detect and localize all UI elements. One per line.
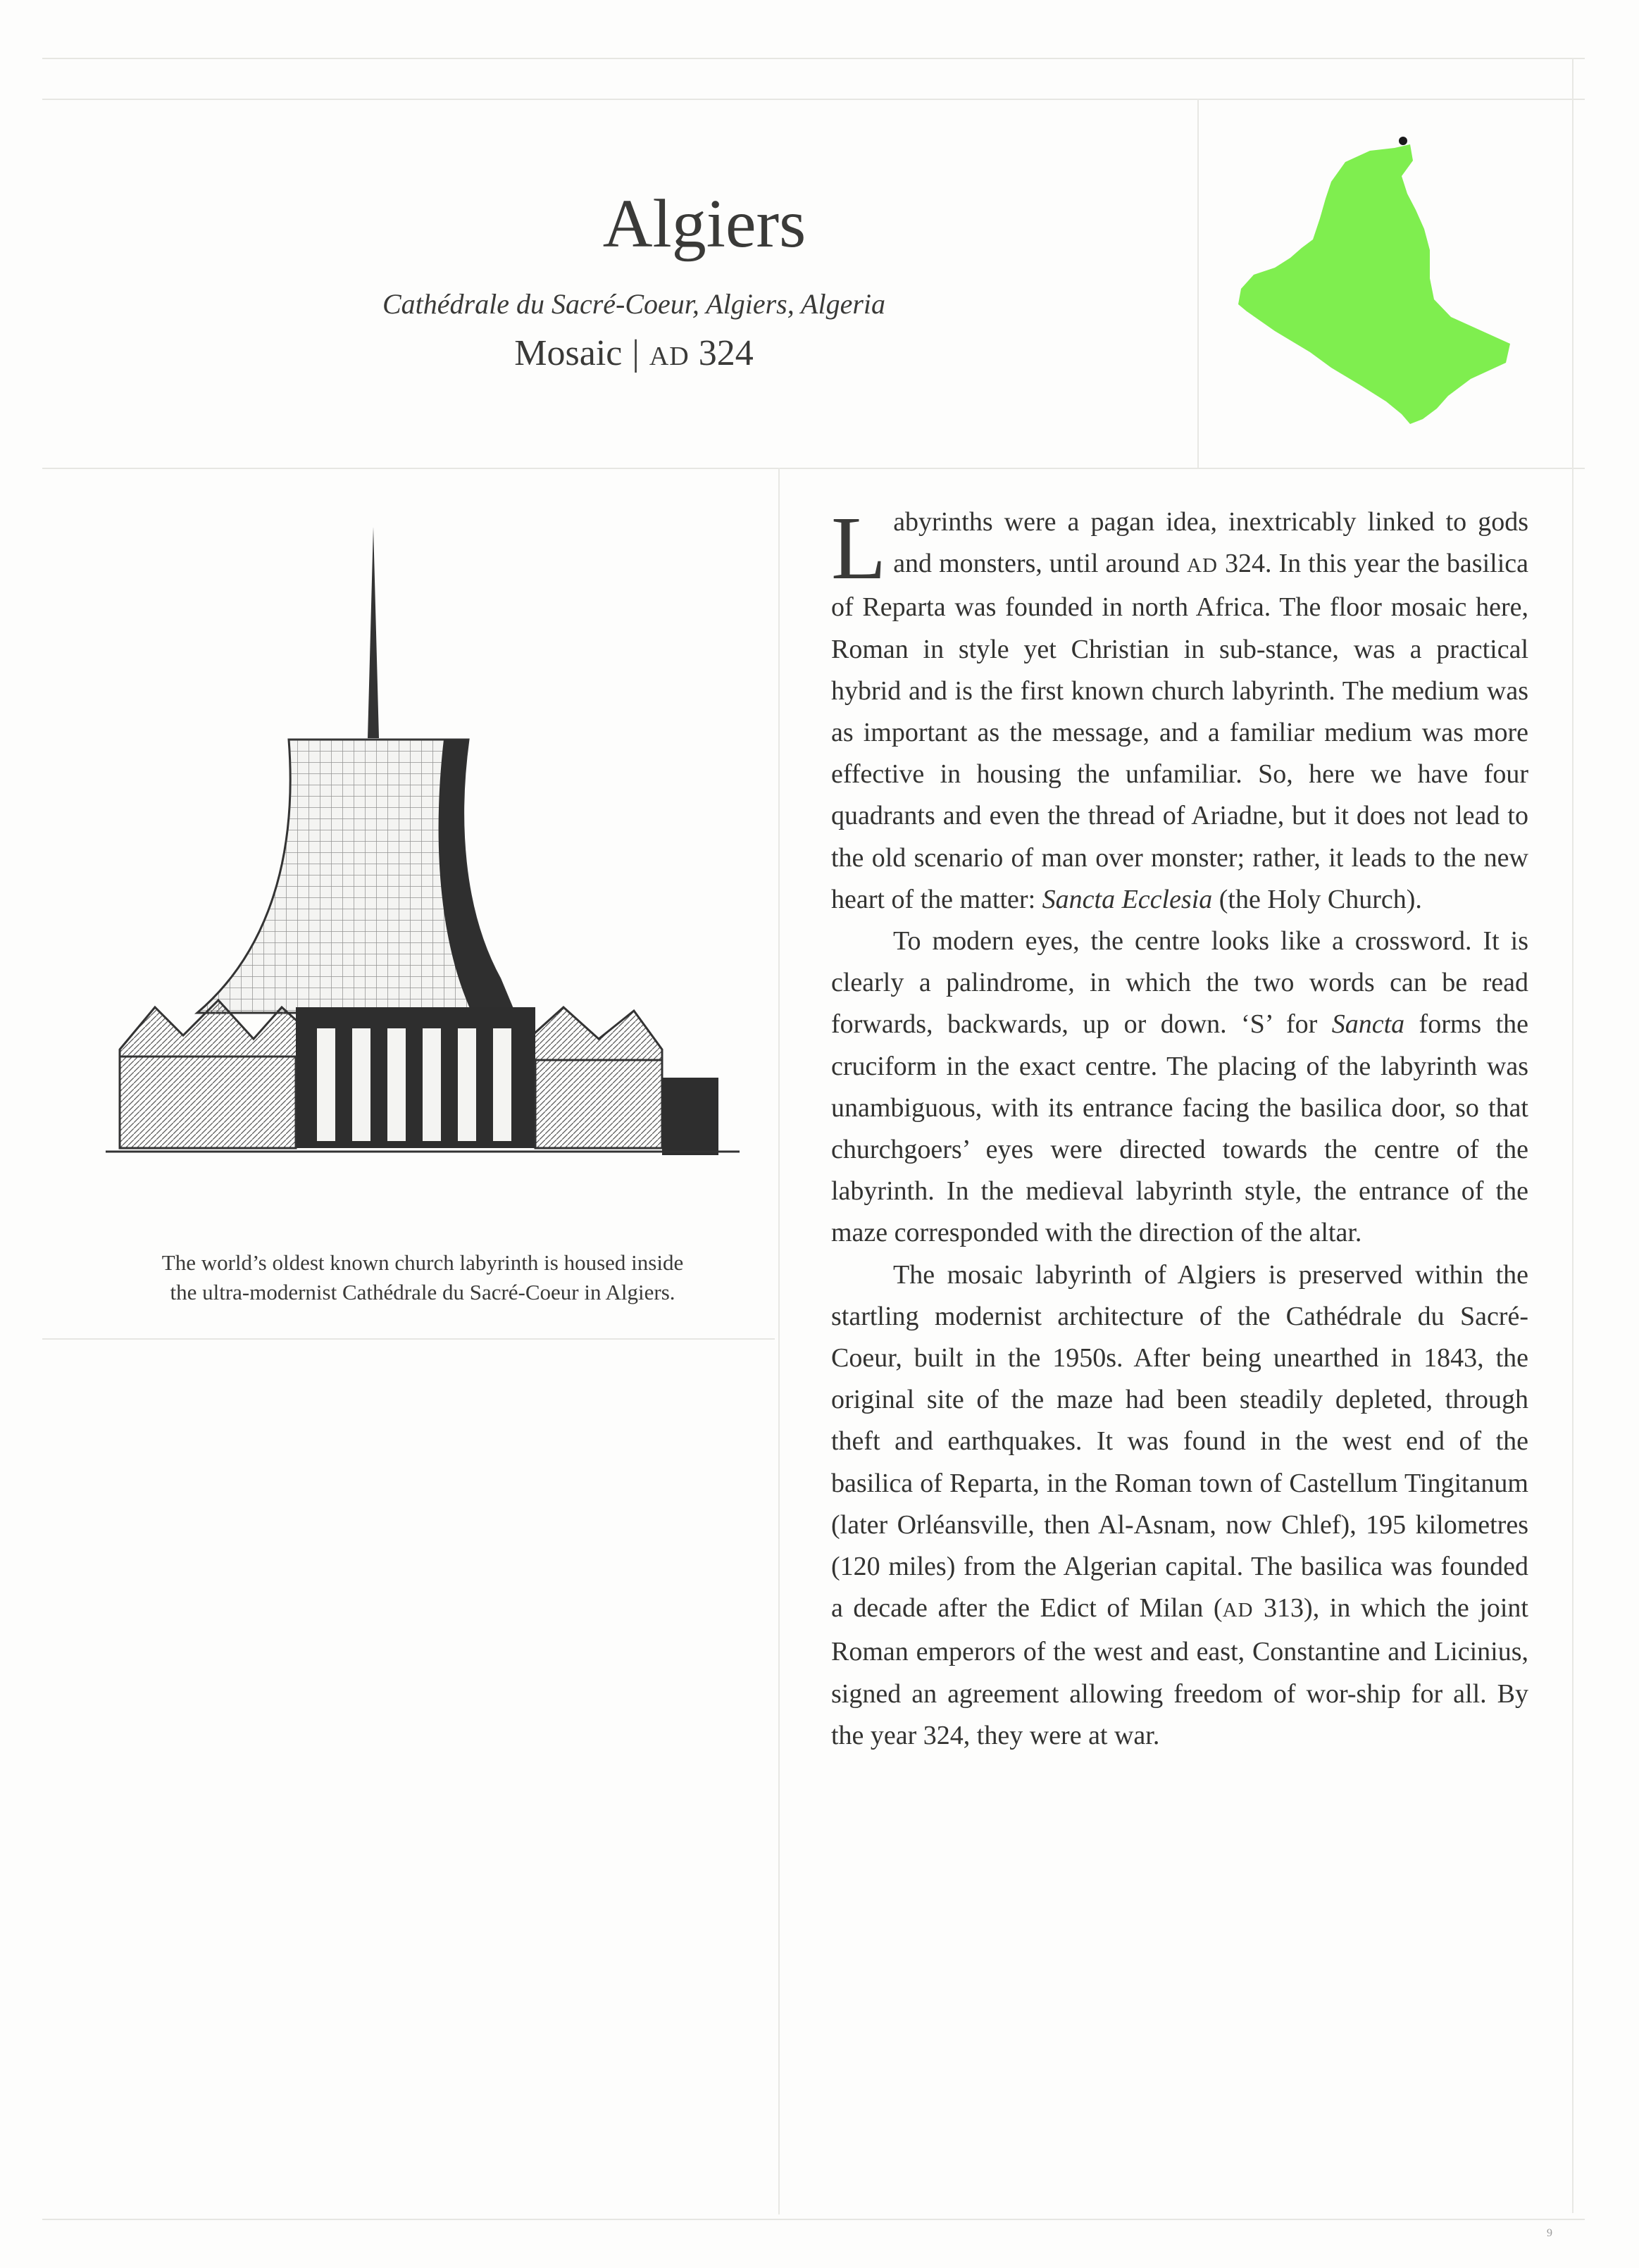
article-body bbox=[831, 498, 1529, 1757]
algeria-shape bbox=[1238, 144, 1510, 424]
right-edge-rule bbox=[1572, 58, 1573, 2213]
roof-right bbox=[528, 1007, 662, 1060]
right-wing bbox=[535, 1060, 662, 1148]
column-divider bbox=[778, 468, 780, 2214]
algiers-marker bbox=[1399, 137, 1407, 145]
location-subtitle: Cathédrale du Sacré-Coeur, Algiers, Algeria bbox=[382, 288, 886, 320]
medium-label: Mosaic bbox=[514, 333, 623, 373]
map-panel-divider bbox=[1197, 99, 1199, 468]
spire bbox=[368, 527, 379, 738]
paragraph-3: The mosaic labyrinth of Algiers is preserved within the startling modernist architecture of the Cathédrale du Sacré-Coeur, built in the 1950s. After being unearthed in 1843, the original site of the maze had been steadily depleted, through theft and earthquakes. It was found in the west end of the basilica of Reparta, in the Roman town of Castellum Tingitanum (later Orléansville, then Al-Asnam, now Chlef), 195 kilometres (120 miles) from the Algerian capital. The basilica was founded a decade after the Edict of Milan (AD 313), in which the joint Roman emperors of the west and east, Constantine and Licinius, signed an agreement allowing freedom of wor-ship for all. By the year 324, they were at war. bbox=[831, 1259, 1528, 1750]
caption-rule bbox=[42, 1338, 775, 1340]
figure-caption bbox=[106, 1248, 740, 1307]
era-label: AD bbox=[649, 342, 690, 371]
page-number: 9 bbox=[1547, 2227, 1552, 2239]
header-rule-top bbox=[42, 99, 1585, 100]
header-rule-bottom bbox=[42, 468, 1585, 469]
paragraph-1: Labyrinths were a pagan idea, inextricably linked to gods and monsters, until around AD 324. In this year the basilica of Reparta was founded in north Africa. The floor mosaic here, Roman in style yet Christian in sub-stance, was a practical hybrid and is the first known church labyrinth. The medium was as important as the message, and a familiar medium was more effective in housing the unfamiliar. So, here we have four quadrants and even the thread of Ariadne, but it does not lead to the old scenario of man over monster; rather, it leads to the new heart of the matter: Sancta Ecclesia (the Holy Church). bbox=[831, 498, 1528, 914]
top-rule bbox=[42, 58, 1585, 59]
caption-line-1: The world’s oldest known church labyrinth is housed inside bbox=[161, 1250, 684, 1275]
cathedral-illustration bbox=[106, 514, 740, 1219]
left-wing bbox=[120, 1057, 296, 1148]
paragraph-2: To modern eyes, the centre looks like a crossword. It is clearly a palindrome, in which the two words can be read forwards, backwards, up or down. ‘S’ for Sancta forms the cruciform in the exact centre. The placing of the labyrinth was unambiguous, with its entrance facing the basilica door, so that churchgoers’ eyes were directed towards the centre of the labyrinth. In the medieval labyrinth style, the entrance of the maze corresponded with the direction of the altar. bbox=[831, 926, 1529, 1248]
medium-date-line bbox=[282, 332, 986, 374]
algeria-map bbox=[1226, 120, 1550, 444]
caption-line-2: the ultra-modernist Cathédrale du Sacré-Coeur in Algiers. bbox=[170, 1279, 675, 1304]
drop-cap: L bbox=[831, 498, 887, 598]
bottom-rule bbox=[42, 2219, 1585, 2220]
separator: | bbox=[632, 333, 640, 373]
side-tower bbox=[662, 1078, 718, 1155]
year-label: 324 bbox=[698, 333, 754, 373]
page-title: Algiers bbox=[602, 186, 806, 262]
